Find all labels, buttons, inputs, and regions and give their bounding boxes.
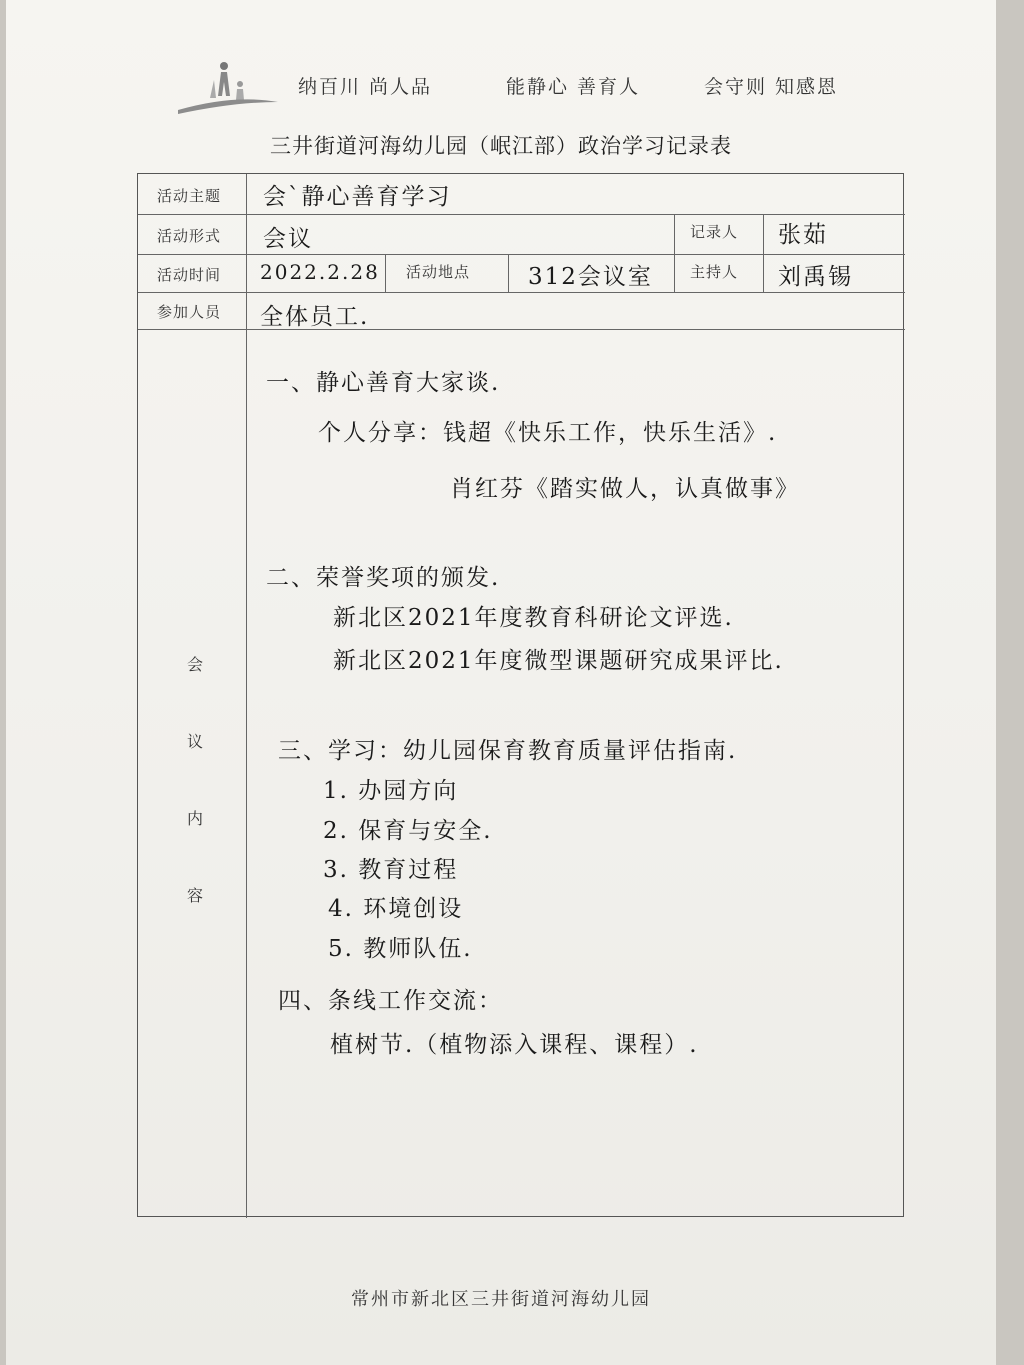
row-divider — [138, 214, 905, 215]
row-divider — [138, 254, 905, 255]
content-line: 一、静心善育大家谈. — [266, 370, 501, 396]
record-form-table — [137, 173, 904, 1217]
recorder-label: 记录人 — [690, 223, 739, 241]
row-divider — [138, 329, 905, 330]
theme-value: 会`静心善育学习 — [263, 184, 452, 210]
content-line: 二、荣誉奖项的颁发. — [266, 565, 501, 591]
theme-label: 活动主题 — [157, 187, 222, 205]
place-label: 活动地点 — [406, 263, 471, 281]
participants-label: 参加人员 — [157, 303, 222, 321]
place-value: 312会议室 — [528, 264, 653, 290]
content-line: 四、条线工作交流： — [278, 988, 503, 1014]
kindergarten-logo — [174, 58, 280, 120]
format-label: 活动形式 — [157, 227, 222, 245]
content-label-char: 内 — [186, 809, 203, 828]
column-divider — [674, 214, 675, 292]
content-label-char: 会 — [186, 655, 203, 674]
column-divider — [385, 254, 386, 292]
paper-sheet — [6, 0, 996, 1365]
document-title: 三井街道河海幼儿园（岷江部）政治学习记录表 — [270, 134, 732, 158]
content-line: 新北区2021年度微型课题研究成果评比. — [333, 648, 784, 674]
content-label-char: 议 — [186, 732, 203, 751]
participants-value: 全体员工. — [260, 304, 370, 330]
host-label: 主持人 — [690, 263, 739, 281]
content-line: 植树节.（植物添入课程、课程）. — [330, 1032, 699, 1058]
content-line: 5. 教师队伍. — [328, 936, 473, 962]
time-value: 2022.2.28 — [260, 260, 380, 284]
content-line: 3. 教育过程 — [323, 857, 459, 883]
column-divider — [508, 254, 509, 292]
slogan-2: 能静心 善育人 — [506, 76, 641, 98]
slogan-1: 纳百川 尚人品 — [298, 76, 433, 98]
host-value: 刘禹锡 — [778, 264, 853, 290]
column-divider — [763, 214, 764, 292]
time-label: 活动时间 — [157, 266, 222, 284]
content-line: 1. 办园方向 — [323, 778, 459, 804]
content-line: 2. 保育与安全. — [323, 818, 493, 844]
content-line: 肖红芬《踏实做人，认真做事》 — [450, 476, 800, 502]
content-line: 4. 环境创设 — [328, 896, 464, 922]
format-value: 会议 — [263, 226, 313, 252]
footer-institution: 常州市新北区三井街道河海幼儿园 — [351, 1289, 651, 1310]
content-line: 新北区2021年度教育科研论文评选. — [333, 605, 734, 631]
slogan-3: 会守则 知感恩 — [704, 76, 839, 98]
content-line: 三、学习：幼儿园保育教育质量评估指南. — [278, 738, 738, 764]
recorder-value: 张茹 — [778, 222, 828, 248]
content-label-char: 容 — [186, 886, 203, 905]
content-line: 个人分享：钱超《快乐工作，快乐生活》. — [318, 420, 778, 446]
label-column-divider — [246, 174, 247, 1218]
row-divider — [138, 292, 905, 293]
